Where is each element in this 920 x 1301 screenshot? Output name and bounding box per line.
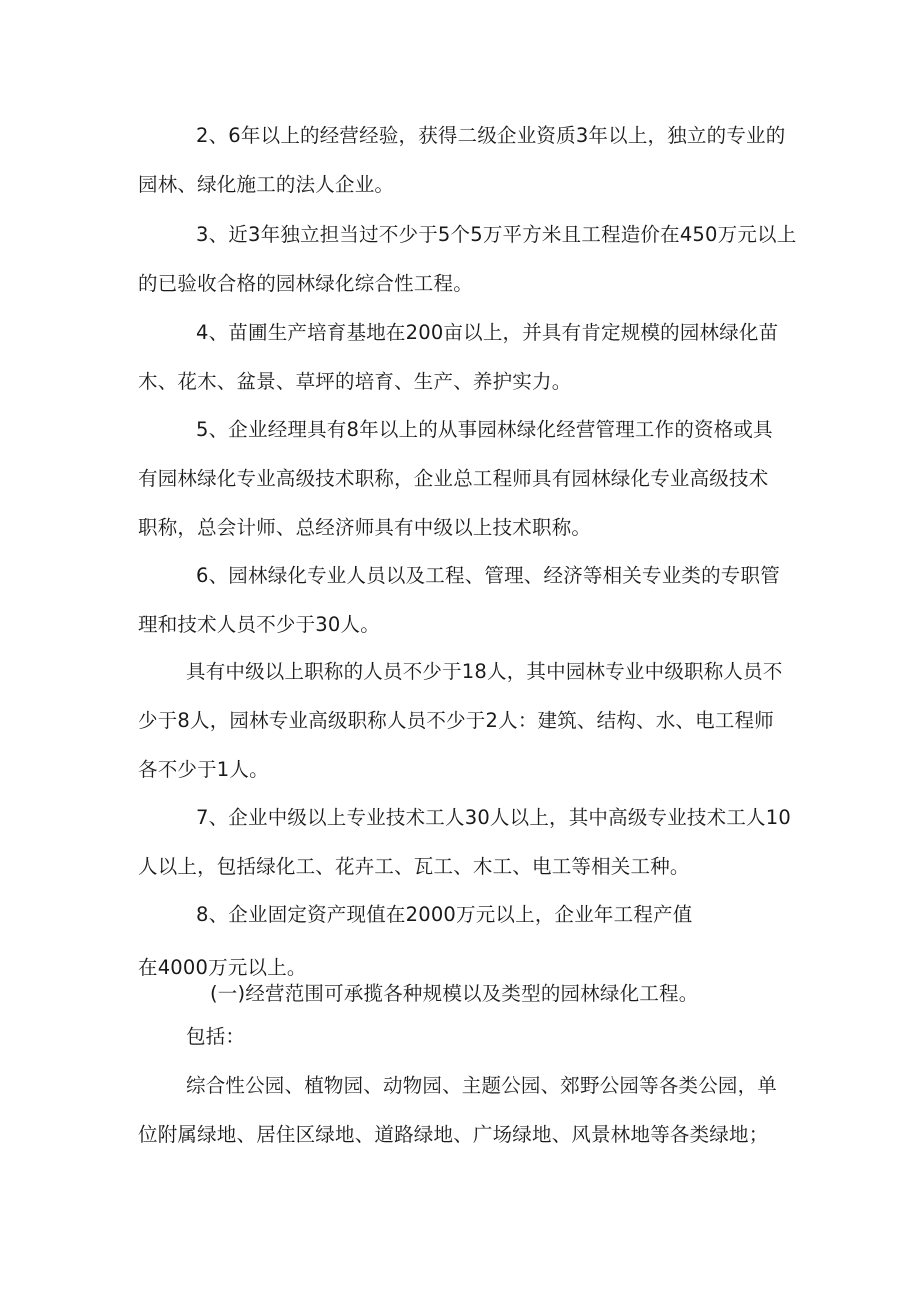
paragraph-line: 人以上，包括绿化工、花卉工、瓦工、木工、电工等相关工种。	[138, 855, 690, 878]
paragraph-line: 7、企业中级以上专业技术工人30人以上，其中高级专业技术工人10	[196, 806, 791, 829]
paragraph-item-3	[138, 210, 797, 308]
paragraph-line: 8、企业固定资产现值在2000万元以上，企业年工程产值	[196, 903, 693, 926]
paragraph-line: 位附属绿地、居住区绿地、道路绿地、广场绿地、风景林地等各类绿地；	[138, 1123, 769, 1146]
paragraph-line: 6、园林绿化专业人员以及工程、管理、经济等相关专业类的专职管	[196, 564, 780, 587]
paragraph-line: 综合性公园、植物园、动物园、主题公园、郊野公园等各类公园，单	[186, 1074, 778, 1097]
paragraph-line: 5、企业经理具有8年以上的从事园林绿化经营管理工作的资格或具	[196, 418, 773, 441]
paragraph-line: 有园林绿化专业高级技术职称，企业总工程师具有园林绿化专业高级技术	[138, 467, 769, 490]
paragraph-item-7	[138, 793, 791, 891]
paragraph-line: 各不少于1人。	[138, 758, 269, 781]
paragraph-park-types	[138, 1061, 788, 1159]
paragraph-line: 在4000万元以上。	[138, 956, 307, 979]
paragraph-line: 4、苗圃生产培育基地在200亩以上，并具有肯定规模的园林绿化苗	[196, 321, 779, 344]
paragraph-includes	[138, 1012, 788, 1061]
paragraph-line: 木、花木、盆景、草坪的培育、生产、养护实力。	[138, 370, 572, 393]
paragraph-line: 园林、绿化施工的法人企业。	[138, 173, 395, 196]
paragraph-line: 少于8人，园林专业高级职称人员不少于2人：建筑、结构、水、电工程师	[138, 709, 774, 732]
paragraph-line: 理和技术人员不少于30人。	[138, 613, 380, 636]
paragraph-item-5	[138, 405, 788, 552]
paragraph-business-scope	[138, 969, 788, 1018]
paragraph-line: 具有中级以上职称的人员不少于18人，其中园林专业中级职称人员不	[186, 660, 783, 683]
paragraph-line: 的已验收合格的园林绿化综合性工程。	[138, 272, 473, 295]
paragraph-item-6	[138, 551, 788, 649]
paragraph-staff-requirements	[138, 647, 788, 794]
paragraph-item-8	[138, 890, 788, 939]
paragraph-line: (一)经营范围可承揽各种规模以及类型的园林绿化工程。	[210, 982, 699, 1005]
paragraph-line: 3、近3年独立担当过不少于5个5万平方米且工程造价在450万元以上	[196, 223, 797, 246]
paragraph-item-4	[138, 308, 788, 406]
paragraph-line: 包括：	[186, 1025, 246, 1048]
paragraph-line: 2、6年以上的经营经验，获得二级企业资质3年以上，独立的专业的	[196, 124, 786, 147]
paragraph-line: 职称，总会计师、总经济师具有中级以上技术职称。	[138, 516, 592, 539]
paragraph-item-2	[138, 111, 788, 209]
